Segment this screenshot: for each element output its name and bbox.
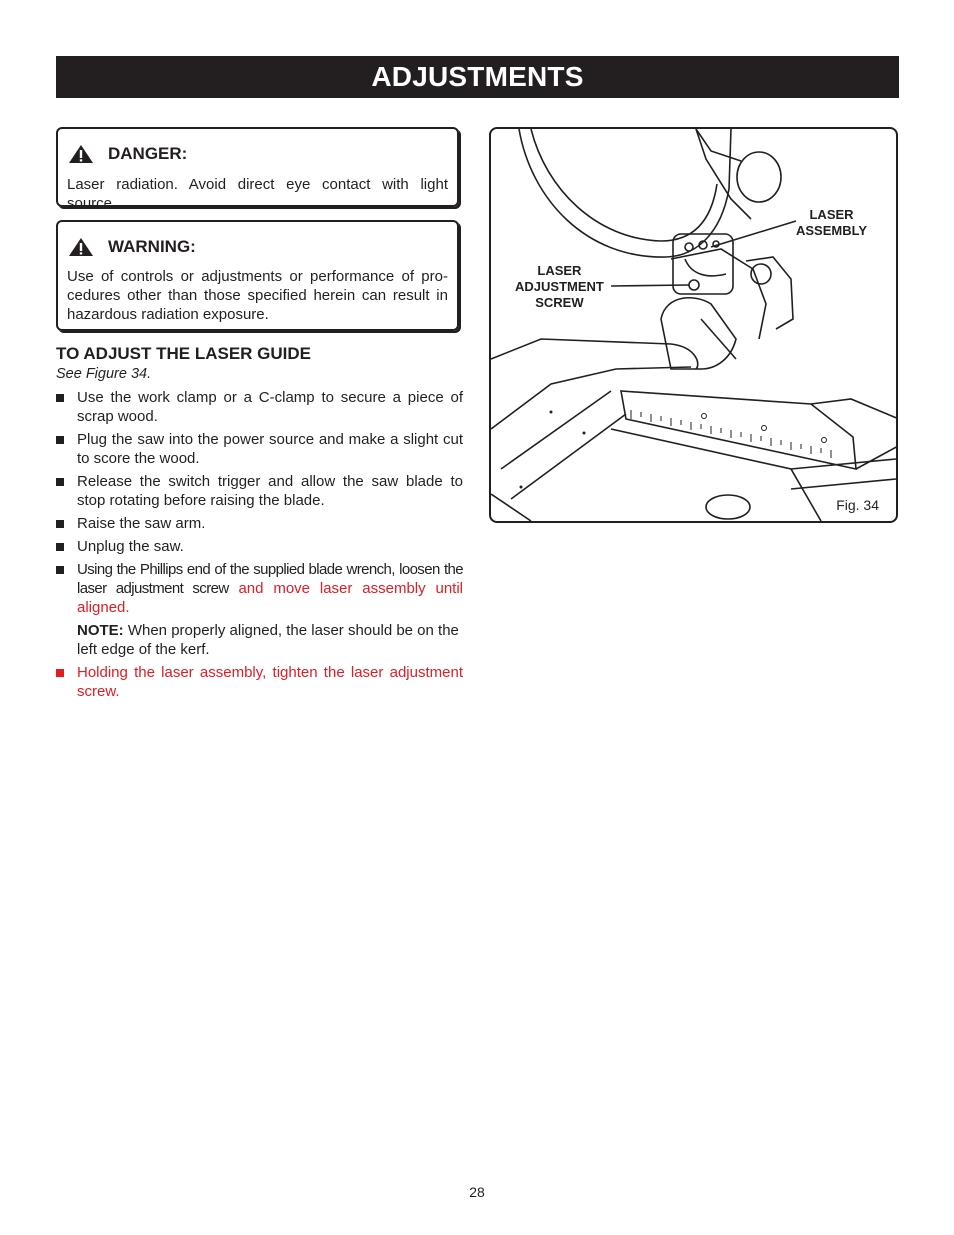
list-item-text: Raise the saw arm. bbox=[77, 515, 206, 532]
note-text: When properly aligned, the laser should be on the left edge of the kerf. bbox=[77, 622, 459, 658]
warning-box bbox=[56, 220, 459, 331]
warning-header bbox=[68, 237, 196, 257]
list-item bbox=[56, 472, 463, 510]
note-label: NOTE: bbox=[77, 622, 124, 639]
list-item bbox=[56, 430, 463, 468]
page-number: 28 bbox=[469, 1184, 485, 1200]
list-item-text: Release the switch trigger and allow the saw blade to stop rotating before raising the blade. bbox=[77, 473, 463, 509]
list-item-text: Using the Phillips end of the supplied blade wrench, loosen the laser adjustment screw bbox=[77, 561, 463, 597]
warning-text: Use of controls or adjustments or performance of pro-cedures other than those specified herein can result in hazardous radiation exposure. bbox=[67, 268, 448, 323]
square-bullet-icon bbox=[56, 478, 64, 486]
warning-triangle-icon bbox=[68, 144, 94, 164]
page-header-bar bbox=[56, 56, 899, 98]
danger-title: DANGER: bbox=[108, 144, 188, 163]
laser-adjustment-screw-callout bbox=[515, 263, 604, 311]
callout-line: SCREW bbox=[535, 295, 584, 310]
miter-saw-illustration bbox=[491, 129, 896, 521]
callout-line: ASSEMBLY bbox=[796, 223, 868, 238]
warning-title: WARNING: bbox=[108, 237, 196, 256]
danger-text: Laser radiation. Avoid direct eye contact with light source. bbox=[67, 176, 448, 212]
square-bullet-icon bbox=[56, 394, 64, 402]
figure-34 bbox=[489, 127, 898, 523]
list-item bbox=[56, 537, 463, 556]
square-bullet-icon bbox=[56, 520, 64, 528]
figure-caption: Fig. 34 bbox=[836, 497, 879, 513]
list-item bbox=[56, 663, 463, 701]
list-item-revised-text: and move laser assembly until aligned. bbox=[77, 580, 463, 616]
warning-triangle-icon bbox=[68, 237, 94, 257]
section-heading: TO ADJUST THE LASER GUIDE bbox=[56, 344, 312, 363]
list-item-text: Holding the laser assembly, tighten the laser adjustment screw. bbox=[77, 664, 463, 700]
list-item-text: Unplug the saw. bbox=[77, 538, 184, 555]
danger-header bbox=[68, 144, 187, 164]
page-title: ADJUSTMENTS bbox=[371, 61, 584, 92]
list-item bbox=[56, 560, 463, 617]
laser-assembly-callout bbox=[796, 207, 867, 239]
see-figure-reference: See Figure 34. bbox=[56, 366, 152, 382]
instruction-list bbox=[56, 388, 463, 705]
list-item bbox=[56, 388, 463, 426]
list-item-text: Plug the saw into the power source and make a slight cut to score the wood. bbox=[77, 431, 463, 467]
square-bullet-icon bbox=[56, 669, 64, 677]
list-item-text: Use the work clamp or a C-clamp to secure a piece of scrap wood. bbox=[77, 389, 463, 425]
square-bullet-icon bbox=[56, 566, 64, 574]
callout-line: LASER bbox=[809, 207, 854, 222]
square-bullet-icon bbox=[56, 436, 64, 444]
callout-line: LASER bbox=[537, 263, 582, 278]
note bbox=[56, 621, 463, 659]
list-item bbox=[56, 514, 463, 533]
callout-line: ADJUSTMENT bbox=[515, 279, 604, 294]
danger-box bbox=[56, 127, 459, 212]
square-bullet-icon bbox=[56, 543, 64, 551]
